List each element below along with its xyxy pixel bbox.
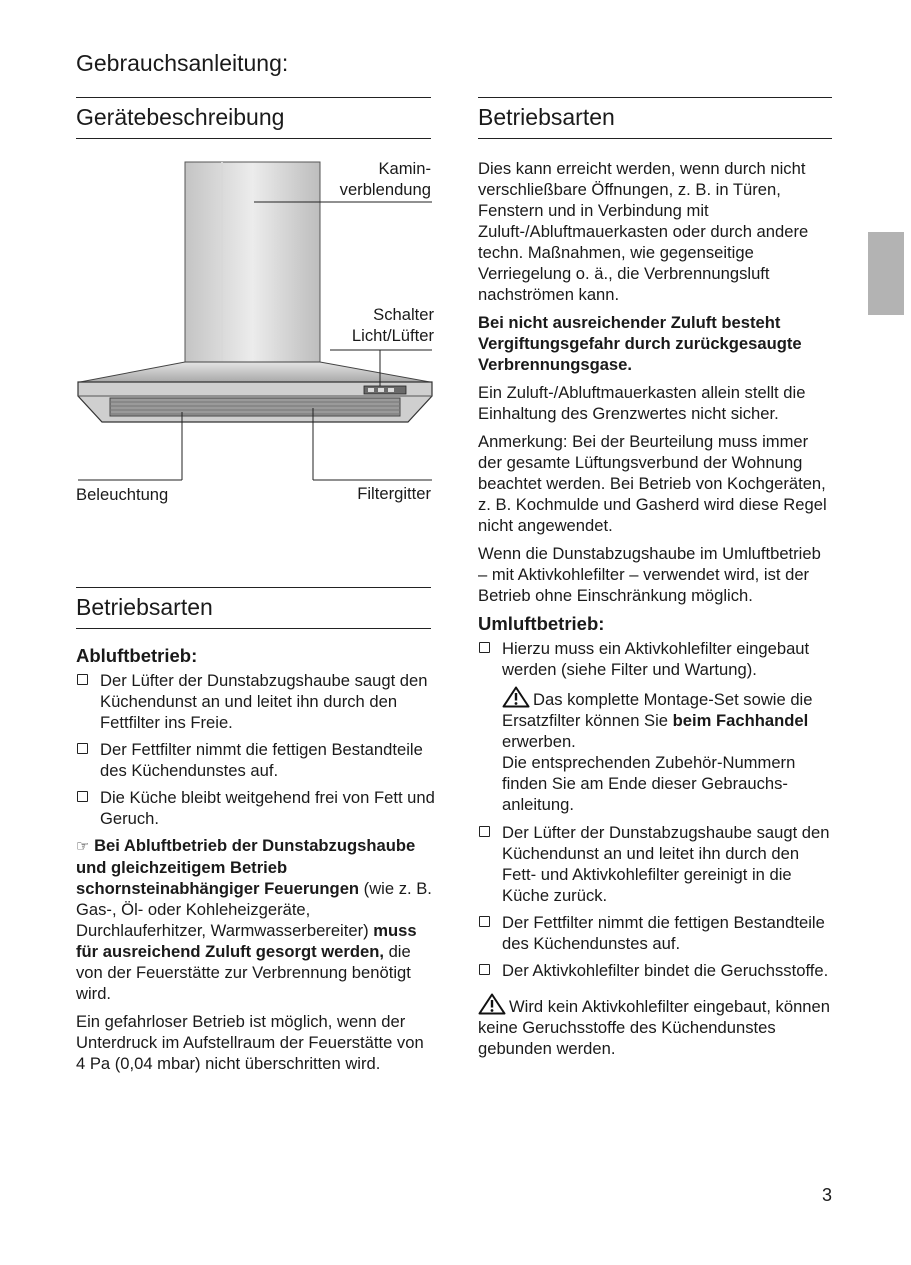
page-title: Gebrauchsanleitung: — [76, 50, 289, 76]
paragraph-gefahrloser-betrieb: Ein gefahrloser Betrieb ist möglich, wenn der Unterdruck im Aufstellraum der Feuerstätte von 4 Pa (0,04 mbar) nicht überschritten wird. — [76, 1012, 424, 1073]
pointing-hand-icon: ☞ — [76, 838, 90, 855]
paragraph-vergiftungsgefahr: Bei nicht ausreichender Zuluft besteht Vergiftungsgefahr durch zurückgesaugte Verbrennungsgase. — [478, 313, 802, 374]
section-title-betriebsarten-right: Betriebsarten — [478, 104, 615, 130]
filter-grille — [110, 398, 400, 416]
label-beleuchtung: Beleuchtung — [76, 485, 169, 504]
hood-canopy — [80, 362, 430, 382]
checkbox-bullet-icon — [77, 791, 88, 802]
aktivkohlefilter-warning: Wird kein Aktivkohlefilter eingebaut, können keine Geruchsstoffe des Küchendunstes gebunden werden. — [478, 993, 834, 1059]
label-filtergitter: Filtergitter — [357, 484, 431, 503]
warning-triangle-icon — [478, 993, 506, 1015]
checkbox-bullet-icon — [479, 642, 490, 653]
page-number: 3 — [821, 1185, 832, 1205]
right-column-text — [478, 158, 834, 1066]
paragraph-zuluft: Dies kann erreicht werden, wenn durch nicht verschließbare Öffnungen, z. B. in Türen, Fenstern und in Verbindung mit Zuluft-/Abluftmauerkasten oder durch andere techn. Maßnahmen, wie gegenseitige Verriegelung o. ä., die Verbrennungsluft nachströmen kann. — [478, 159, 809, 304]
left-column-text — [76, 645, 436, 1081]
checkbox-bullet-icon — [479, 826, 490, 837]
warning-triangle-icon — [502, 686, 530, 708]
side-tab-marker — [868, 232, 904, 315]
list-item: Der Lüfter der Dunstabzugshaube saugt den Küchendunst an und leitet ihn durch den Fettfilter ins Freie. — [76, 670, 436, 733]
paragraph-mauerkasten: Ein Zuluft-/Abluftmauerkasten allein stellt die Einhaltung des Grenzwertes nicht sicher. — [478, 383, 806, 423]
label-kaminverblendung: Kamin- verblendung — [339, 159, 431, 199]
list-item: Der Lüfter der Dunstabzugshaube saugt den Küchendunst an und leitet ihn durch den Fett- und Aktivkohlefilter gereinigt in die Küche zurück. — [478, 822, 834, 906]
umluft-list-2 — [478, 822, 834, 981]
section-rule-top — [478, 97, 832, 98]
section-rule-bottom — [76, 138, 431, 139]
checkbox-bullet-icon — [77, 743, 88, 754]
abluft-list — [76, 670, 436, 829]
list-item: Der Fettfilter nimmt die fettigen Bestandteile des Küchendunstes auf. — [478, 912, 834, 954]
umluft-list-1 — [478, 638, 834, 680]
label-schalter-licht-luefter: Schalter Licht/Lüfter — [351, 305, 434, 345]
umluftbetrieb-heading: Umluftbetrieb: — [478, 613, 605, 634]
section-title-betriebsarten-left: Betriebsarten — [76, 594, 213, 620]
list-item: Die Küche bleibt weitgehend frei von Fett und Geruch. — [76, 787, 436, 829]
list-item: Der Aktivkohlefilter bindet die Geruchsstoffe. — [478, 960, 834, 981]
paragraph-umluftbetrieb-info: Wenn die Dunstabzugshaube im Umluftbetrieb – mit Aktivkohlefilter – verwendet wird, ist der Betrieb ohne Einschränkung möglich. — [478, 544, 821, 605]
list-item: Hierzu muss ein Aktivkohlefilter eingebaut werden (siehe Filter und Wartung). — [478, 638, 834, 680]
section-rule-bottom — [76, 628, 431, 629]
section-title-geraetebeschreibung: Gerätebeschreibung — [76, 104, 285, 130]
paragraph-anmerkung: Anmerkung: Bei der Beurteilung muss immer der gesamte Lüftungsverbund der Wohnung beachtet werden. Bei Betrieb von Kochgeräten, z. B. Kochmulde und Gasherd wird diese Regel nicht angewendet. — [478, 432, 827, 535]
checkbox-bullet-icon — [77, 674, 88, 685]
checkbox-bullet-icon — [479, 964, 490, 975]
section-rule-top — [76, 97, 431, 98]
abluftbetrieb-heading: Abluftbetrieb: — [76, 645, 198, 666]
checkbox-bullet-icon — [479, 916, 490, 927]
list-item: Der Fettfilter nimmt die fettigen Bestandteile des Küchendunstes auf. — [76, 739, 436, 781]
section-rule-bottom — [478, 138, 832, 139]
montage-set-warning: Das komplette Montage-Set sowie die Ersatzfilter können Sie beim Fachhandel erwerben. Die entsprechenden Zubehör-Nummern finden Sie am Ende dieser Gebrauchsanleitung. — [478, 686, 834, 815]
abluft-safety-note: ☞ Bei Abluftbetrieb der Dunstabzugshaube und gleichzeitigem Betrieb schornsteinabhängiger Feuerungen (wie z. B. Gas-, Öl- oder Kohleheizgeräte, Durchlauferhitzer, Warmwasserbereiter) muss für ausreichend Zuluft gesorgt werden, die von der Feuerstätte zur Verbrennung benötigt wird. — [76, 836, 432, 1003]
section-rule-top — [76, 587, 431, 588]
